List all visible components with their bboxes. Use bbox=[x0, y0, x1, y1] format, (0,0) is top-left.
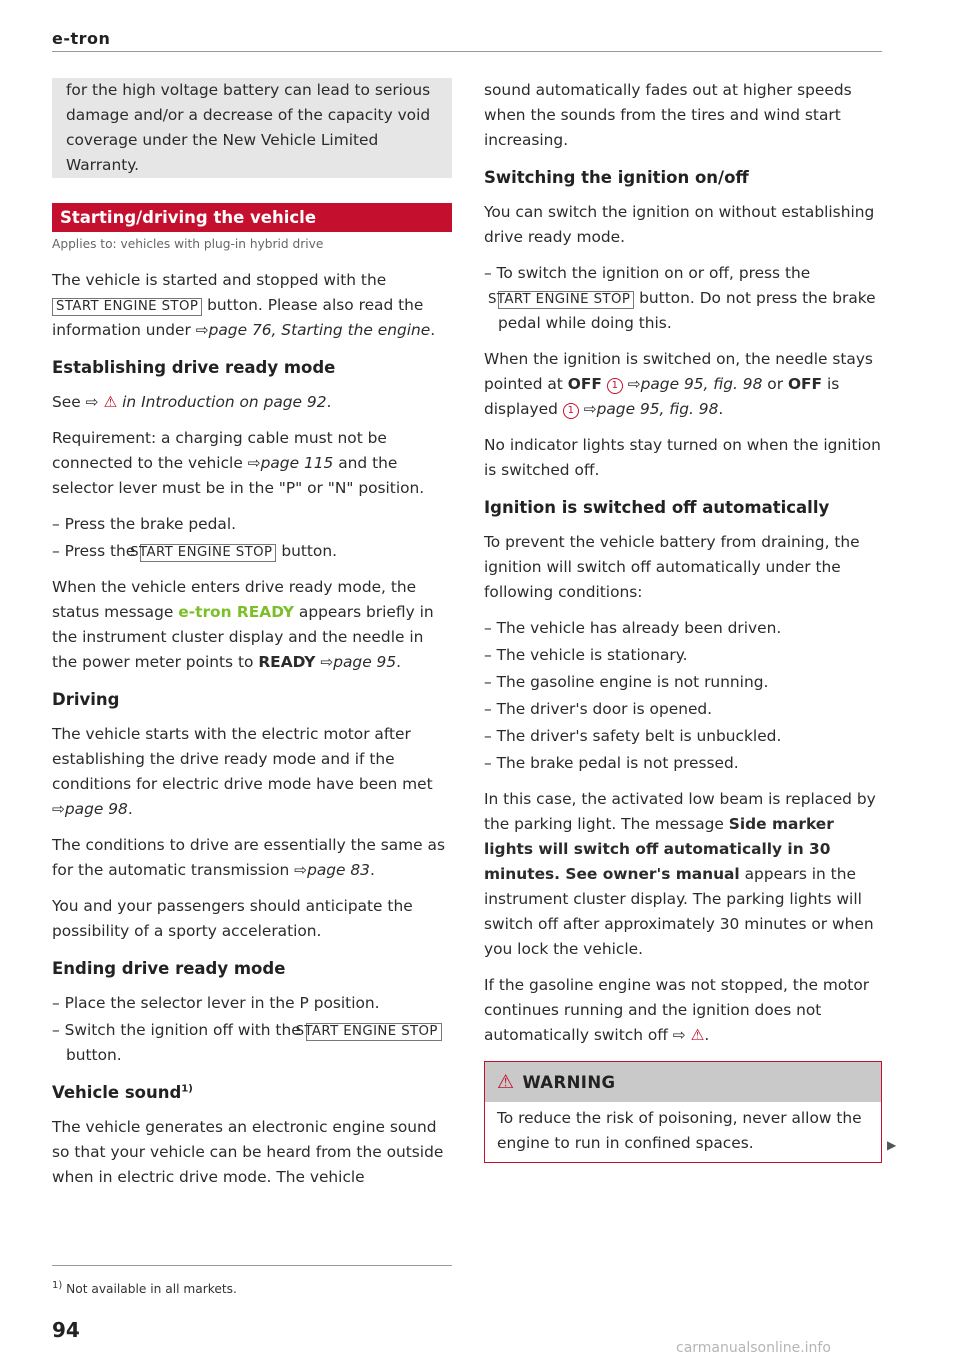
list-item: – Place the selector lever in the P position. bbox=[52, 994, 380, 1012]
display-message: Side marker lights will switch off automatically in 30 minutes. See owner's manual bbox=[484, 815, 834, 883]
heading-drive-ready: Establishing drive ready mode bbox=[52, 358, 336, 377]
arrow-right-icon: ⇨ bbox=[195, 321, 209, 339]
page-reference[interactable]: page 95, fig. 98 bbox=[596, 400, 719, 418]
ignition-paragraph: You can switch the ignition on without establishing drive ready mode. bbox=[484, 203, 875, 246]
warning-triangle-icon: ⚠ bbox=[103, 393, 118, 411]
warning-text: To reduce the risk of poisoning, never allow the engine to run in confined spaces. bbox=[497, 1109, 862, 1152]
list-item: – The brake pedal is not pressed. bbox=[484, 754, 739, 772]
heading-ending: Ending drive ready mode bbox=[52, 959, 286, 978]
list-item: – The driver's door is opened. bbox=[484, 700, 713, 718]
list-item: – The vehicle has already been driven. bbox=[484, 619, 782, 637]
intro-paragraph: The vehicle is started and stopped with the START ENGINE STOP button. Please also read the information under ⇨page 76, Starting the engine. bbox=[52, 271, 436, 339]
warning-triangle-icon: ⚠ bbox=[690, 1026, 705, 1044]
list-item: – To switch the ignition on or off, press the START ENGINE STOP button. Do not press the brake pedal while doing this. bbox=[484, 264, 876, 332]
sound-continued: sound automatically fades out at higher speeds when the sounds from the tires and wind start increasing. bbox=[484, 81, 852, 149]
warning-box bbox=[484, 1061, 882, 1163]
start-engine-stop-key: START ENGINE STOP bbox=[140, 544, 276, 562]
arrow-right-icon: ⇨ bbox=[294, 861, 308, 879]
footnote-rule bbox=[52, 1265, 452, 1266]
arrow-right-icon: ⇨ bbox=[320, 653, 334, 671]
start-engine-stop-key: START ENGINE STOP bbox=[306, 1023, 442, 1041]
arrow-right-icon: ⇨ bbox=[583, 400, 597, 418]
driving-paragraph: The conditions to drive are essentially the same as for the automatic transmission ⇨page 83. bbox=[52, 836, 445, 879]
heading-ignition: Switching the ignition on/off bbox=[484, 168, 749, 187]
left-column bbox=[52, 78, 452, 1201]
page-reference[interactable]: page 83 bbox=[307, 861, 370, 879]
heading-auto-off: Ignition is switched off automatically bbox=[484, 498, 830, 517]
right-column bbox=[484, 78, 882, 1163]
arrow-right-icon: ⇨ bbox=[247, 454, 261, 472]
page-reference[interactable]: page 115 bbox=[260, 454, 334, 472]
circled-number-icon: 1 bbox=[563, 403, 579, 419]
page-number: 94 bbox=[52, 1318, 80, 1342]
battery-note-box bbox=[52, 78, 452, 178]
list-item: – Press the brake pedal. bbox=[52, 515, 237, 533]
sound-paragraph: The vehicle generates an electronic engine sound so that your vehicle can be heard from the outside when in electric drive mode. The vehicle bbox=[52, 1118, 444, 1186]
auto-off-intro: To prevent the vehicle battery from draining, the ignition will switch off automatically under the following conditions: bbox=[484, 533, 860, 601]
list-item: – The driver's safety belt is unbuckled. bbox=[484, 727, 782, 745]
applies-to: Applies to: vehicles with plug-in hybrid drive bbox=[52, 237, 324, 251]
battery-note-text: for the high voltage battery can lead to serious damage and/or a decrease of the capacity void coverage under the New Vehicle Limited Warranty. bbox=[66, 81, 431, 174]
warning-title: WARNING bbox=[522, 1073, 616, 1092]
ignition-paragraph: When the ignition is switched on, the needle stays pointed at OFF 1 ⇨page 95, fig. 98 or OFF is displayed 1 ⇨page 95, fig. 98. bbox=[484, 350, 873, 418]
page-header bbox=[52, 26, 882, 51]
page-reference[interactable]: page 76, Starting the engine bbox=[208, 321, 431, 339]
see-paragraph: See ⇨ ⚠ in Introduction on page 92. bbox=[52, 390, 452, 415]
continue-arrow-icon: ▶ bbox=[887, 1138, 897, 1152]
driving-paragraph: The vehicle starts with the electric motor after establishing the drive ready mode and if the conditions for electric drive mode have been met ⇨page 98. bbox=[52, 725, 433, 818]
list-item: – The gasoline engine is not running. bbox=[484, 673, 769, 691]
footnote bbox=[52, 1277, 237, 1302]
start-engine-stop-key: START ENGINE STOP bbox=[52, 298, 202, 316]
circled-number-icon: 1 bbox=[607, 378, 623, 394]
list-item: – Press the START ENGINE STOP button. bbox=[52, 542, 337, 560]
page-reference[interactable]: page 98 bbox=[64, 800, 128, 818]
arrow-right-icon: ⇨ bbox=[85, 393, 99, 411]
heading-vehicle-sound: Vehicle sound$^{1)}$ bbox=[52, 1083, 193, 1102]
arrow-right-icon: ⇨ bbox=[672, 1026, 686, 1044]
page-reference[interactable]: in Introduction on page 92 bbox=[122, 393, 327, 411]
list-item: – The vehicle is stationary. bbox=[484, 646, 688, 664]
ignition-paragraph: No indicator lights stay turned on when the ignition is switched off. bbox=[484, 436, 881, 479]
start-engine-stop-key: START ENGINE STOP bbox=[498, 291, 634, 309]
status-message: e-tron READY bbox=[178, 603, 295, 621]
page-reference[interactable]: page 95, fig. 98 bbox=[640, 375, 763, 393]
requirement-paragraph: Requirement: a charging cable must not be connected to the vehicle ⇨page 115 and the selector lever must be in the "P" or "N" position. bbox=[52, 429, 425, 497]
arrow-right-icon: ⇨ bbox=[627, 375, 641, 393]
header-rule bbox=[52, 51, 882, 52]
footnote-text: Not available in all markets. bbox=[66, 1282, 237, 1296]
heading-driving: Driving bbox=[52, 690, 120, 709]
page-reference[interactable]: page 95 bbox=[333, 653, 397, 671]
warning-header bbox=[485, 1062, 881, 1102]
footnote-marker: 1) bbox=[181, 1083, 193, 1095]
low-beam-paragraph: In this case, the activated low beam is replaced by the parking light. The message Side marker lights will switch off automatically in 30 minutes. See owner's manual appears in the instrument cluster display. The parking lights will switch off after approximately 30 minutes or when you lock the vehicle. bbox=[484, 790, 876, 958]
driving-paragraph: You and your passengers should anticipate the possibility of a sporty acceleration. bbox=[52, 897, 413, 940]
drive-ready-paragraph: When the vehicle enters drive ready mode, the status message e-tron READY appears briefly in the instrument cluster display and the needle in the power meter points to READY ⇨page 95. bbox=[52, 578, 434, 671]
footnote-mark: 1) bbox=[52, 1279, 63, 1291]
gasoline-paragraph: If the gasoline engine was not stopped, the motor continues running and the ignition does not automatically switch off ⇨ ⚠. bbox=[484, 973, 882, 1048]
list-item: – Switch the ignition off with the START ENGINE STOP button. bbox=[52, 1018, 452, 1068]
watermark: carmanualsonline.info bbox=[676, 1340, 831, 1356]
warning-triangle-icon: ⚠ bbox=[497, 1071, 515, 1093]
section-title: Starting/driving the vehicle bbox=[52, 203, 452, 232]
header-title: e-tron bbox=[52, 29, 111, 48]
arrow-right-icon: ⇨ bbox=[52, 800, 65, 818]
